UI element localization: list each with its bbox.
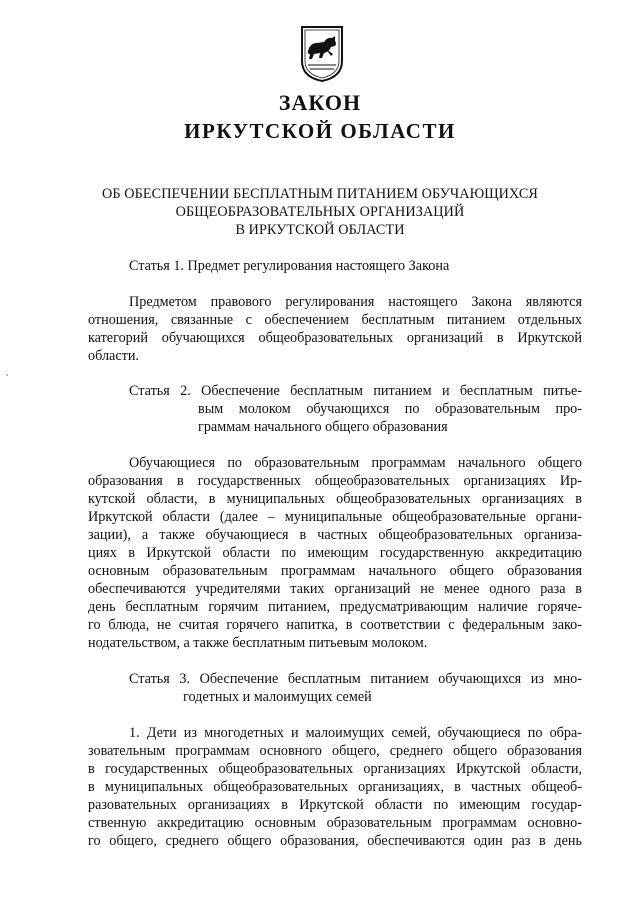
article-2-text-line: Обучающиеся по образовательным программам начального общего: [129, 455, 582, 471]
article-2-heading: граммам начального общего образования: [198, 419, 448, 435]
article-3-text-line: в муниципальных общеобразовательных организациях, в частных общеоб-: [88, 779, 582, 795]
law-subtitle-line: В ИРКУТСКОЙ ОБЛАСТИ: [235, 222, 405, 238]
article-2-heading: Статья 2. Обеспечение бесплатным питанием и бесплатным питье-: [129, 383, 582, 399]
law-subtitle-line: ОБЩЕОБРАЗОВАТЕЛЬНЫХ ОРГАНИЗАЦИЙ: [175, 204, 465, 220]
article-3-text-line: в государственных общеобразовательных организациях Иркутской области,: [88, 761, 582, 777]
article-2-text-line: нодательством, а также бесплатным питьевым молоком.: [88, 635, 428, 651]
region-title: ИРКУТСКОЙ ОБЛАСТИ: [184, 119, 456, 143]
article-1-heading: Статья 1. Предмет регулирования настоящего Закона: [129, 258, 450, 274]
article-3-heading: Статья 3. Обеспечение бесплатным питанием обучающихся из мно-: [129, 671, 582, 687]
law-title: ЗАКОН: [278, 90, 362, 115]
article-2-text-line: день бесплатным горячим питанием, предусматривающим наличие горяче-: [88, 599, 582, 615]
article-3-heading: годетных и малоимущих семей: [183, 689, 372, 705]
article-1-text-line: области.: [88, 348, 139, 364]
article-2-text-line: Иркутской области (далее – муниципальные общеобразовательные органи-: [88, 509, 582, 525]
article-2-text-line: обеспечиваются учредителями таких организаций не менее одного раза в: [88, 581, 582, 597]
article-2-text-line: кутской области, в муниципальных общеобразовательных организациях в: [88, 491, 582, 507]
article-2-text-line: циях в Иркутской области по имеющим государственную аккредитацию: [88, 545, 582, 561]
article-2-text-line: основным образовательным программам начального общего образования: [88, 563, 582, 579]
article-3-text-line: зовательным программам основного общего, среднего общего образования: [88, 743, 582, 759]
article-3-text-line: 1. Дети из многодетных и малоимущих семей, обучающиеся по обра-: [129, 725, 582, 741]
article-1-text-line: Предметом правового регулирования настоящего Закона являются: [129, 294, 582, 310]
article-2-heading: вым молоком обучающихся по образовательным про-: [198, 401, 582, 417]
article-3-text-line: го общего, среднего общего образования, обеспечиваются один раз в день: [88, 833, 582, 849]
article-2-text-line: зации), а также обучающиеся в частных общеобразовательных организа-: [88, 527, 582, 543]
coat-of-arms-icon: [300, 25, 344, 83]
article-3-text-line: разовательных организациях в Иркутской области по имеющим государ-: [88, 797, 582, 813]
law-subtitle-line: ОБ ОБЕСПЕЧЕНИИ БЕСПЛАТНЫМ ПИТАНИЕМ ОБУЧАЮЩИХСЯ: [102, 186, 538, 202]
scan-speck: [6, 374, 8, 376]
article-1-text-line: категорий обучающихся общеобразовательных организаций в Иркутской: [88, 330, 582, 346]
article-2-text-line: го блюда, не считая горячего напитка, в соответствии с федеральным зако-: [88, 617, 582, 633]
article-3-text-line: ственную аккредитацию основным образовательным программам основно-: [88, 815, 582, 831]
article-2-text-line: образования в государственных общеобразовательных организациях Ир-: [88, 473, 582, 489]
article-1-text-line: отношения, связанные с обеспечением бесплатным питанием отдельных: [88, 312, 582, 328]
